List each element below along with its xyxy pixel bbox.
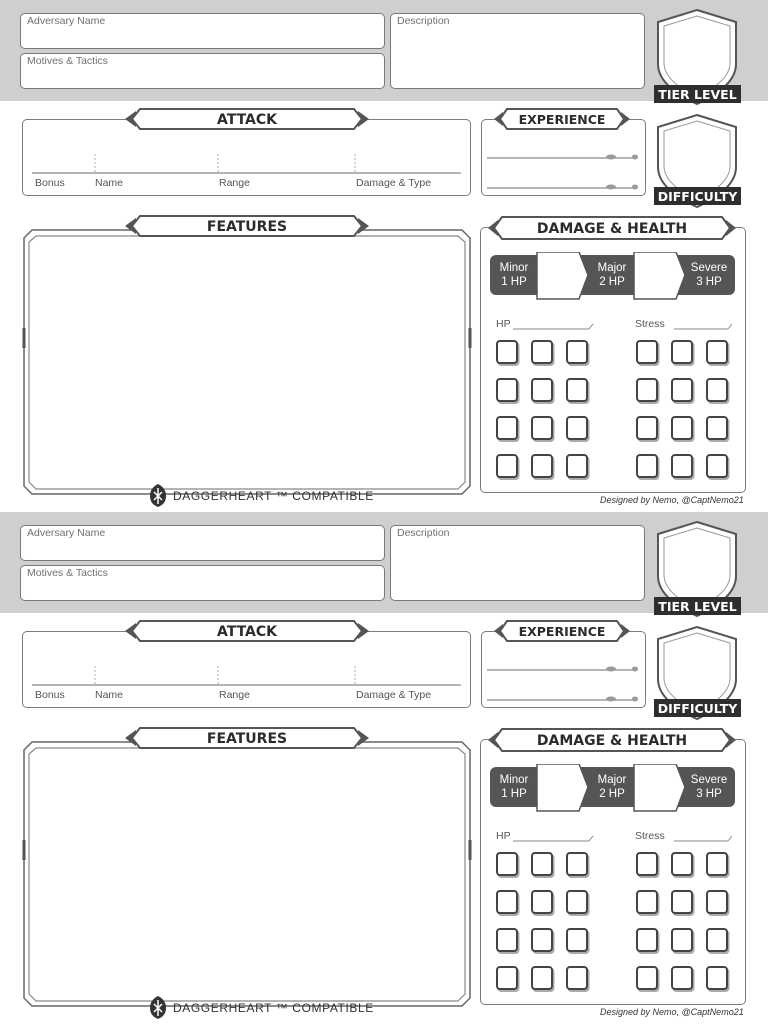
threshold-major-hp: 2 HP	[599, 788, 625, 800]
threshold-major	[590, 261, 634, 289]
daggerheart-logo-icon	[146, 482, 170, 508]
major-threshold-input[interactable]	[538, 253, 580, 299]
daggerheart-logo-icon	[146, 994, 170, 1020]
hp-checkbox[interactable]	[566, 852, 588, 876]
stress-checkbox[interactable]	[671, 416, 693, 440]
attack-title: ATTACK	[216, 112, 278, 128]
hp-checkbox[interactable]	[496, 378, 518, 402]
compatible-label: DAGGERHEART ™ COMPATIBLE	[173, 1001, 374, 1015]
description-label: Description	[397, 527, 450, 539]
stress-checkbox[interactable]	[706, 340, 728, 364]
motives-tactics-label: Motives & Tactics	[27, 567, 108, 579]
tier-level-shield[interactable]	[650, 520, 745, 618]
stress-checkbox[interactable]	[671, 378, 693, 402]
hp-checkbox[interactable]	[496, 340, 518, 364]
threshold-minor-name: Minor	[499, 262, 529, 274]
difficulty-shield[interactable]	[650, 112, 745, 210]
designer-credit: Designed by Nemo, @CaptNemo21	[600, 1007, 744, 1017]
adversary-name-field[interactable]	[20, 13, 385, 49]
stress-line	[674, 835, 734, 843]
hp-checkbox[interactable]	[531, 928, 553, 952]
adversary-sheet	[0, 512, 768, 1024]
tier-level-shield[interactable]	[650, 8, 745, 106]
hp-checkbox[interactable]	[496, 928, 518, 952]
attack-col-name: Name	[95, 689, 124, 701]
attack-col-range: Range	[219, 177, 250, 189]
adversary-name-field[interactable]	[20, 525, 385, 561]
adversary-name-label: Adversary Name	[27, 15, 106, 27]
threshold-severe	[686, 261, 732, 289]
stress-checkbox[interactable]	[636, 928, 658, 952]
attack-title: ATTACK	[216, 624, 278, 640]
attack-col-bonus: Bonus	[35, 689, 65, 701]
severe-threshold-input[interactable]	[635, 765, 677, 811]
threshold-severe-hp: 3 HP	[696, 788, 722, 800]
stress-checkbox[interactable]	[706, 928, 728, 952]
features-header	[122, 212, 372, 240]
stress-checkbox[interactable]	[706, 852, 728, 876]
hp-checkbox[interactable]	[531, 378, 553, 402]
hp-line	[513, 323, 595, 331]
damage-health-header	[486, 725, 738, 755]
hp-label: HP	[496, 830, 511, 842]
threshold-major	[590, 773, 634, 801]
stress-checkbox[interactable]	[636, 966, 658, 990]
hp-checkbox[interactable]	[566, 378, 588, 402]
hp-checkbox[interactable]	[531, 852, 553, 876]
threshold-severe-hp: 3 HP	[696, 276, 722, 288]
features-title: FEATURES	[206, 219, 288, 235]
stress-checkbox[interactable]	[671, 340, 693, 364]
stress-checkbox[interactable]	[636, 416, 658, 440]
tier-level-label: TIER LEVEL	[658, 599, 737, 614]
difficulty-label: DIFFICULTY	[657, 189, 738, 204]
threshold-severe-name: Severe	[690, 774, 728, 786]
threshold-major-name: Major	[597, 262, 627, 274]
adversary-name-label: Adversary Name	[27, 527, 106, 539]
attack-col-name: Name	[95, 177, 124, 189]
hp-checkbox[interactable]	[496, 454, 518, 478]
stress-label: Stress	[635, 318, 665, 330]
threshold-severe	[686, 773, 732, 801]
damage-health-title: DAMAGE & HEALTH	[536, 733, 688, 749]
threshold-minor-hp: 1 HP	[501, 276, 527, 288]
hp-checkbox[interactable]	[496, 966, 518, 990]
hp-checkbox[interactable]	[496, 890, 518, 914]
attack-col-bonus: Bonus	[35, 177, 65, 189]
stress-checkbox[interactable]	[671, 890, 693, 914]
attack-col-damage-type: Damage & Type	[356, 689, 432, 701]
motives-tactics-field[interactable]	[20, 53, 385, 89]
difficulty-shield[interactable]	[650, 624, 745, 722]
threshold-major-hp: 2 HP	[599, 276, 625, 288]
stress-checkbox[interactable]	[671, 928, 693, 952]
stress-line	[674, 323, 734, 331]
features-panel[interactable]	[22, 740, 472, 1008]
major-threshold-input[interactable]	[538, 765, 580, 811]
hp-line	[513, 835, 595, 843]
hp-checkbox[interactable]	[566, 416, 588, 440]
hp-checkbox[interactable]	[566, 454, 588, 478]
threshold-minor	[492, 773, 536, 801]
stress-checkbox[interactable]	[671, 454, 693, 478]
attack-col-range: Range	[219, 689, 250, 701]
stress-checkbox[interactable]	[706, 454, 728, 478]
attack-col-damage-type: Damage & Type	[356, 177, 432, 189]
stress-checkbox[interactable]	[671, 852, 693, 876]
threshold-minor	[492, 261, 536, 289]
experience-header	[492, 105, 632, 133]
experience-title: EXPERIENCE	[518, 624, 606, 639]
stress-checkbox[interactable]	[671, 966, 693, 990]
hp-checkbox[interactable]	[496, 852, 518, 876]
hp-checkbox[interactable]	[531, 966, 553, 990]
threshold-minor-hp: 1 HP	[501, 788, 527, 800]
tier-level-label: TIER LEVEL	[658, 87, 737, 102]
compatible-label: DAGGERHEART ™ COMPATIBLE	[173, 489, 374, 503]
description-label: Description	[397, 15, 450, 27]
stress-label: Stress	[635, 830, 665, 842]
features-header	[122, 724, 372, 752]
hp-checkbox[interactable]	[566, 890, 588, 914]
stress-checkbox[interactable]	[706, 378, 728, 402]
attack-header	[122, 617, 372, 645]
damage-health-title: DAMAGE & HEALTH	[536, 221, 688, 237]
hp-checkbox[interactable]	[566, 340, 588, 364]
stress-checkbox[interactable]	[706, 416, 728, 440]
hp-label: HP	[496, 318, 511, 330]
hp-checkbox[interactable]	[566, 928, 588, 952]
stress-checkbox[interactable]	[636, 890, 658, 914]
motives-tactics-label: Motives & Tactics	[27, 55, 108, 67]
stress-checkbox[interactable]	[706, 966, 728, 990]
motives-tactics-field[interactable]	[20, 565, 385, 601]
experience-title: EXPERIENCE	[518, 112, 606, 127]
features-title: FEATURES	[206, 731, 288, 747]
stress-checkbox[interactable]	[636, 378, 658, 402]
description-field[interactable]	[390, 525, 645, 601]
threshold-minor-name: Minor	[499, 774, 529, 786]
threshold-major-name: Major	[597, 774, 627, 786]
severe-threshold-input[interactable]	[635, 253, 677, 299]
hp-checkbox[interactable]	[531, 454, 553, 478]
difficulty-label: DIFFICULTY	[657, 701, 738, 716]
features-panel[interactable]	[22, 228, 472, 496]
description-field[interactable]	[390, 13, 645, 89]
hp-checkbox[interactable]	[496, 416, 518, 440]
hp-checkbox[interactable]	[531, 890, 553, 914]
hp-checkbox[interactable]	[531, 340, 553, 364]
stress-checkbox[interactable]	[636, 340, 658, 364]
designer-credit: Designed by Nemo, @CaptNemo21	[600, 495, 744, 505]
stress-checkbox[interactable]	[636, 454, 658, 478]
threshold-severe-name: Severe	[690, 262, 728, 274]
experience-header	[492, 617, 632, 645]
attack-header	[122, 105, 372, 133]
stress-checkbox[interactable]	[636, 852, 658, 876]
hp-checkbox[interactable]	[566, 966, 588, 990]
hp-checkbox[interactable]	[531, 416, 553, 440]
stress-checkbox[interactable]	[706, 890, 728, 914]
damage-health-header	[486, 213, 738, 243]
